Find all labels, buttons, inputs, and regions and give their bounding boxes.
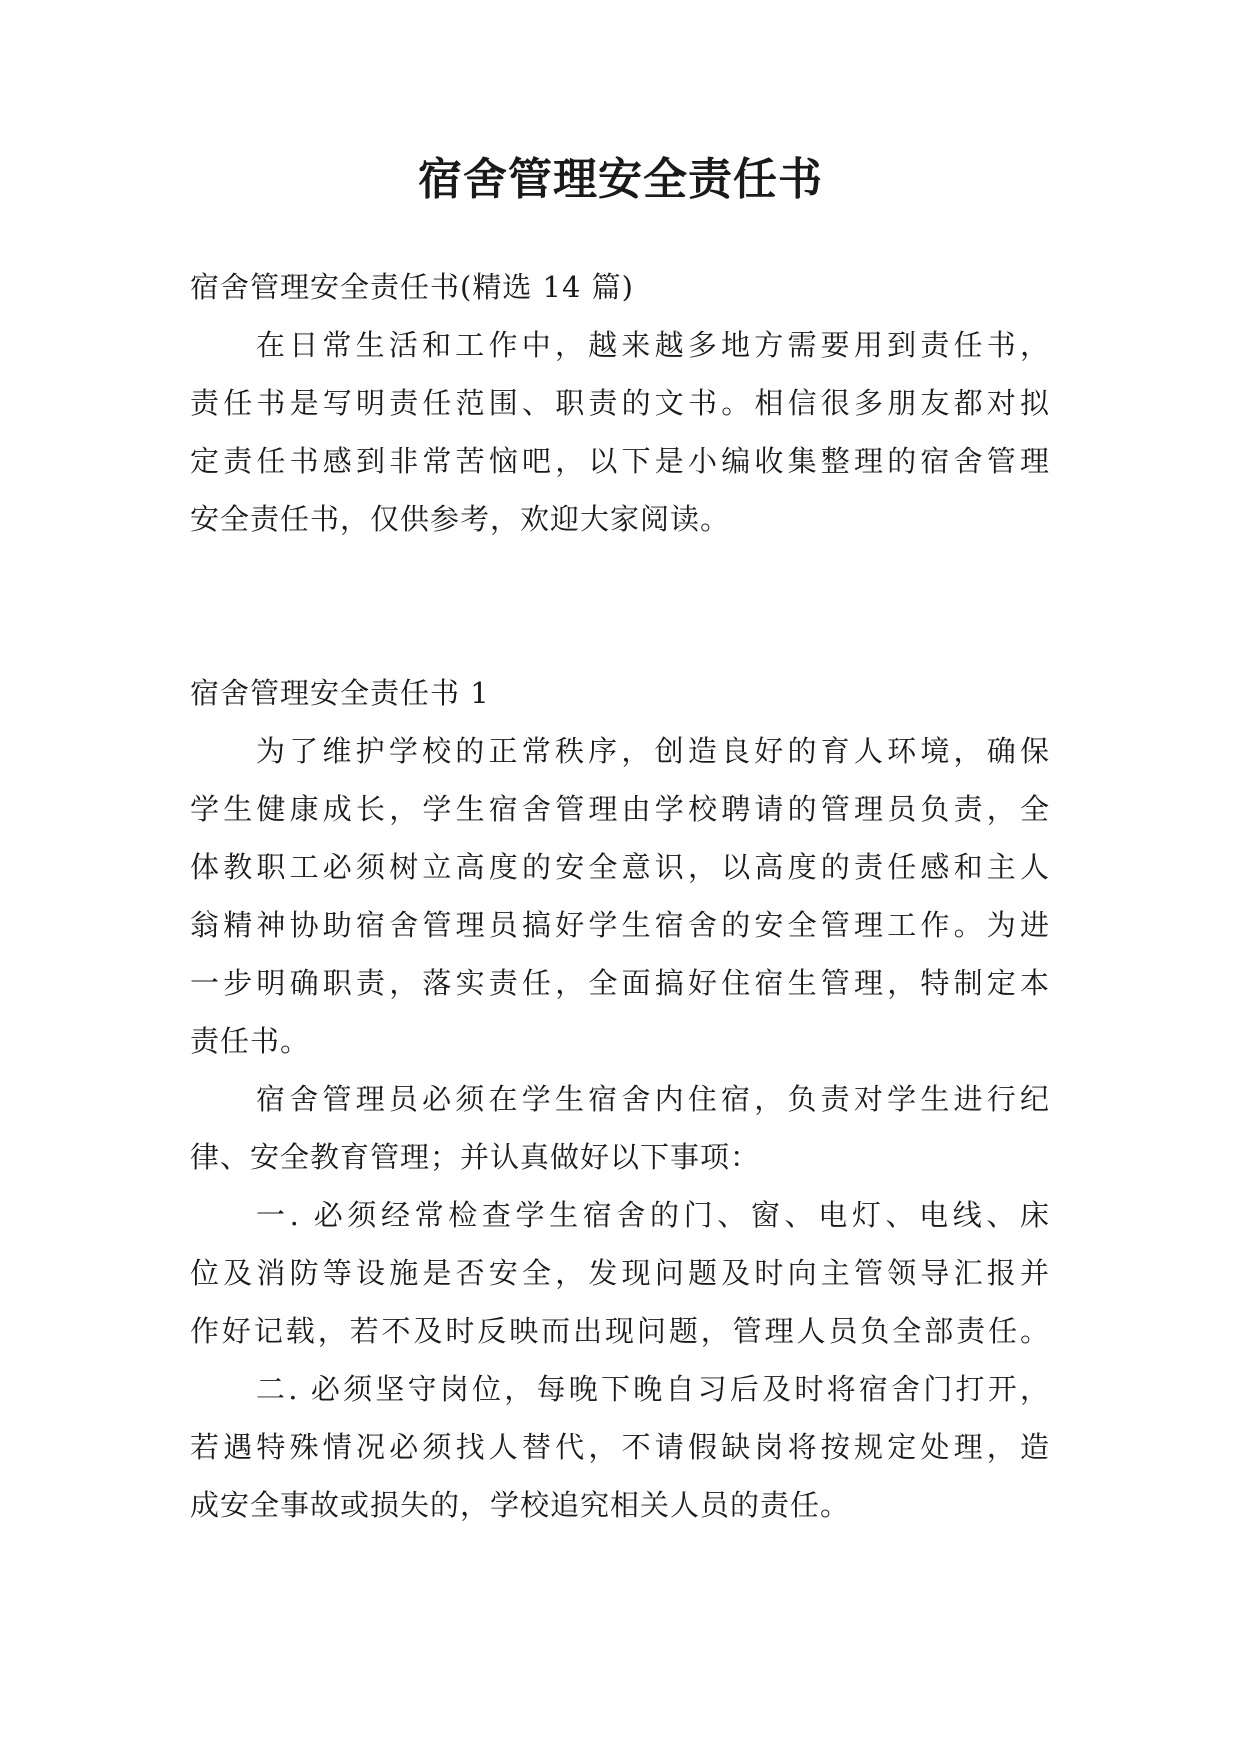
document-title: 宿舍管理安全责任书: [418, 154, 823, 205]
paragraph-4: [190, 1360, 1050, 1534]
document-subtitle: 宿舍管理安全责任书(精选 14 篇): [190, 270, 634, 304]
paragraph-line: 作好记载，若不及时反映而出现问题，管理人员负全部责任。: [190, 1314, 1050, 1348]
paragraph-3: [190, 1186, 1050, 1360]
paragraph-line: 一. 必须经常检查学生宿舍的门、窗、电灯、电线、床: [256, 1198, 1050, 1232]
paragraph-line: 成安全事故或损失的，学校追究相关人员的责任。: [190, 1488, 851, 1522]
paragraph-line: 在日常生活和工作中，越来越多地方需要用到责任书，: [256, 328, 1050, 362]
intro-paragraph: [190, 316, 1050, 548]
section-spacer: [190, 548, 1050, 664]
paragraph-line: 学生健康成长，学生宿舍管理由学校聘请的管理员负责，全: [190, 792, 1050, 826]
paragraph-line: 责任书是写明责任范围、职责的文书。相信很多朋友都对拟: [190, 386, 1050, 420]
paragraph-line: 宿舍管理员必须在学生宿舍内住宿，负责对学生进行纪: [256, 1082, 1050, 1116]
paragraph-line: 二. 必须坚守岗位，每晚下晚自习后及时将宿舍门打开，: [256, 1372, 1050, 1406]
paragraph-line: 翁精神协助宿舍管理员搞好学生宿舍的安全管理工作。为进: [190, 908, 1050, 942]
paragraph-line: 责任书。: [190, 1024, 311, 1058]
paragraph-2: [190, 1070, 1050, 1186]
paragraph-1: [190, 722, 1050, 1070]
paragraph-line: 安全责任书，仅供参考，欢迎大家阅读。: [190, 502, 731, 536]
paragraph-line: 律、安全教育管理；并认真做好以下事项：: [190, 1140, 761, 1174]
paragraph-line: 一步明确职责，落实责任，全面搞好住宿生管理，特制定本: [190, 966, 1050, 1000]
paragraph-line: 位及消防等设施是否安全，发现问题及时向主管领导汇报并: [190, 1256, 1050, 1290]
section-heading: 宿舍管理安全责任书 1: [190, 676, 490, 710]
paragraph-line: 为了维护学校的正常秩序，创造良好的育人环境，确保: [256, 734, 1050, 768]
document-body: [190, 258, 1050, 1534]
paragraph-line: 若遇特殊情况必须找人替代，不请假缺岗将按规定处理，造: [190, 1430, 1050, 1464]
paragraph-line: 定责任书感到非常苦恼吧，以下是小编收集整理的宿舍管理: [190, 444, 1050, 478]
paragraph-line: 体教职工必须树立高度的安全意识，以高度的责任感和主人: [190, 850, 1050, 884]
